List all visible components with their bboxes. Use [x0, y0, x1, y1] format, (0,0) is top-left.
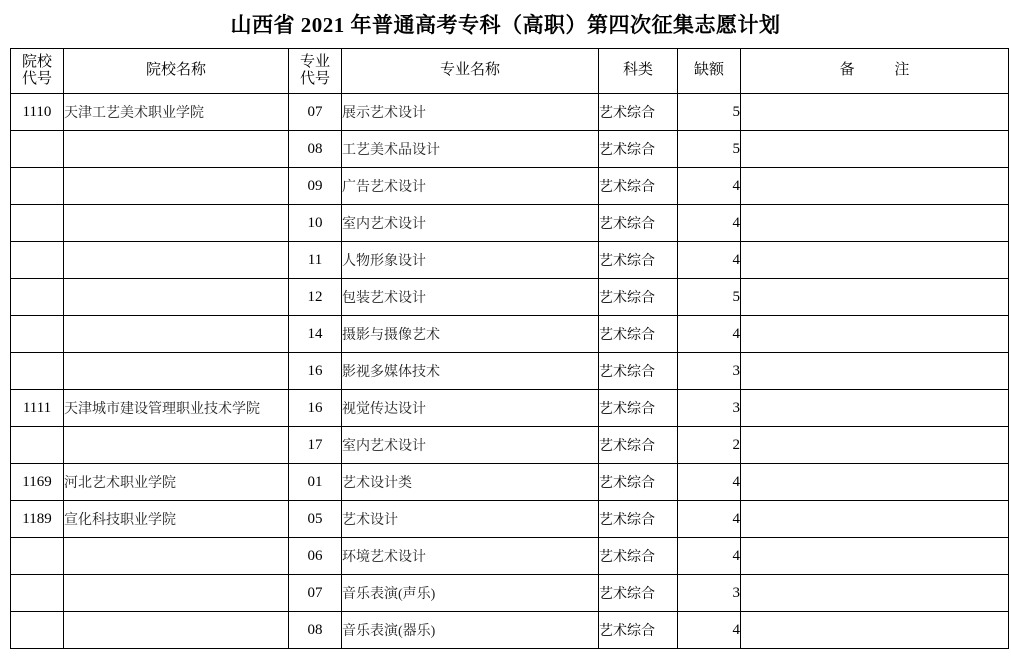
table-row — [11, 390, 1009, 427]
cell-school-code — [11, 205, 64, 242]
table-row — [11, 168, 1009, 205]
cell-remark — [741, 612, 1009, 649]
cell-quota: 2 — [678, 427, 741, 464]
cell-quota: 4 — [678, 612, 741, 649]
header-major-name: 专业名称 — [342, 49, 599, 94]
cell-major-name: 音乐表演(器乐) — [342, 612, 599, 649]
cell-major-code: 12 — [289, 279, 342, 316]
table-row — [11, 279, 1009, 316]
cell-quota: 5 — [678, 279, 741, 316]
cell-remark — [741, 464, 1009, 501]
cell-quota: 4 — [678, 464, 741, 501]
cell-school-code — [11, 575, 64, 612]
cell-major-code: 08 — [289, 612, 342, 649]
cell-quota: 4 — [678, 242, 741, 279]
table-row — [11, 94, 1009, 131]
cell-major-name: 人物形象设计 — [342, 242, 599, 279]
header-remark-text: 备 注 — [839, 62, 928, 79]
cell-school-name — [64, 612, 289, 649]
cell-subject-type: 艺术综合 — [599, 353, 678, 390]
header-school-code-line2: 代号 — [21, 71, 52, 87]
table-row — [11, 242, 1009, 279]
cell-quota: 4 — [678, 501, 741, 538]
cell-major-name: 艺术设计 — [342, 501, 599, 538]
table-row — [11, 538, 1009, 575]
admission-plan-table — [10, 48, 1009, 649]
cell-subject-type: 艺术综合 — [599, 612, 678, 649]
cell-school-name — [64, 538, 289, 575]
header-school-code-line1: 院校 — [21, 53, 52, 70]
cell-subject-type: 艺术综合 — [599, 501, 678, 538]
cell-quota: 3 — [678, 575, 741, 612]
cell-major-code: 01 — [289, 464, 342, 501]
header-school-name: 院校名称 — [64, 49, 289, 94]
cell-school-name — [64, 168, 289, 205]
cell-major-code: 16 — [289, 353, 342, 390]
header-major-code-line2: 代号 — [299, 71, 330, 87]
cell-school-code — [11, 168, 64, 205]
cell-remark — [741, 94, 1009, 131]
cell-school-name — [64, 205, 289, 242]
cell-school-code — [11, 538, 64, 575]
cell-subject-type: 艺术综合 — [599, 131, 678, 168]
table-header — [11, 49, 1009, 94]
cell-remark — [741, 501, 1009, 538]
cell-quota: 3 — [678, 390, 741, 427]
cell-major-code: 11 — [289, 242, 342, 279]
cell-school-name: 河北艺术职业学院 — [64, 464, 289, 501]
cell-remark — [741, 390, 1009, 427]
cell-quota: 5 — [678, 131, 741, 168]
cell-major-code: 05 — [289, 501, 342, 538]
cell-major-name: 室内艺术设计 — [342, 427, 599, 464]
cell-subject-type: 艺术综合 — [599, 390, 678, 427]
cell-major-code: 07 — [289, 94, 342, 131]
cell-school-name — [64, 353, 289, 390]
cell-major-name: 室内艺术设计 — [342, 205, 599, 242]
cell-school-name — [64, 316, 289, 353]
header-row — [11, 49, 1009, 94]
cell-subject-type: 艺术综合 — [599, 427, 678, 464]
cell-quota: 4 — [678, 316, 741, 353]
table-row — [11, 353, 1009, 390]
cell-major-name: 视觉传达设计 — [342, 390, 599, 427]
cell-school-code — [11, 131, 64, 168]
cell-subject-type: 艺术综合 — [599, 168, 678, 205]
cell-remark — [741, 538, 1009, 575]
cell-remark — [741, 168, 1009, 205]
page-title: 山西省 2021 年普通高考专科（高职）第四次征集志愿计划 — [230, 13, 781, 37]
cell-subject-type: 艺术综合 — [599, 242, 678, 279]
cell-school-name — [64, 131, 289, 168]
cell-major-name: 摄影与摄像艺术 — [342, 316, 599, 353]
cell-school-name: 天津城市建设管理职业技术学院 — [64, 390, 289, 427]
cell-quota: 3 — [678, 353, 741, 390]
cell-quota: 4 — [678, 538, 741, 575]
cell-subject-type: 艺术综合 — [599, 279, 678, 316]
cell-major-code: 10 — [289, 205, 342, 242]
cell-major-name: 工艺美术品设计 — [342, 131, 599, 168]
cell-remark — [741, 205, 1009, 242]
cell-school-name — [64, 575, 289, 612]
cell-remark — [741, 427, 1009, 464]
header-subject-type: 科类 — [599, 49, 678, 94]
cell-major-code: 07 — [289, 575, 342, 612]
cell-major-code: 06 — [289, 538, 342, 575]
table-body — [11, 94, 1009, 649]
cell-subject-type: 艺术综合 — [599, 464, 678, 501]
cell-remark — [741, 131, 1009, 168]
cell-school-name — [64, 242, 289, 279]
cell-major-code: 16 — [289, 390, 342, 427]
cell-school-code: 1111 — [11, 390, 64, 427]
cell-major-name: 展示艺术设计 — [342, 94, 599, 131]
cell-major-code: 14 — [289, 316, 342, 353]
cell-major-code: 09 — [289, 168, 342, 205]
cell-remark — [741, 353, 1009, 390]
cell-school-code — [11, 242, 64, 279]
cell-remark — [741, 316, 1009, 353]
plan-table-container — [0, 48, 1011, 649]
cell-subject-type: 艺术综合 — [599, 205, 678, 242]
header-major-code-line1: 专业 — [299, 53, 330, 70]
table-row — [11, 612, 1009, 649]
cell-major-code: 17 — [289, 427, 342, 464]
cell-school-code — [11, 427, 64, 464]
table-row — [11, 205, 1009, 242]
cell-quota: 4 — [678, 168, 741, 205]
cell-school-code: 1169 — [11, 464, 64, 501]
cell-subject-type: 艺术综合 — [599, 316, 678, 353]
cell-quota: 4 — [678, 205, 741, 242]
table-row — [11, 427, 1009, 464]
cell-major-name: 包装艺术设计 — [342, 279, 599, 316]
cell-school-code — [11, 612, 64, 649]
cell-school-name: 天津工艺美术职业学院 — [64, 94, 289, 131]
table-row — [11, 464, 1009, 501]
cell-quota: 5 — [678, 94, 741, 131]
cell-school-name — [64, 427, 289, 464]
cell-major-name: 艺术设计类 — [342, 464, 599, 501]
table-row — [11, 131, 1009, 168]
cell-school-name: 宣化科技职业学院 — [64, 501, 289, 538]
cell-remark — [741, 575, 1009, 612]
cell-major-code: 08 — [289, 131, 342, 168]
cell-school-code — [11, 353, 64, 390]
table-row — [11, 501, 1009, 538]
cell-school-code — [11, 316, 64, 353]
header-school-code — [11, 49, 64, 94]
cell-school-code — [11, 279, 64, 316]
cell-subject-type: 艺术综合 — [599, 538, 678, 575]
cell-subject-type: 艺术综合 — [599, 575, 678, 612]
cell-major-name: 环境艺术设计 — [342, 538, 599, 575]
cell-major-name: 音乐表演(声乐) — [342, 575, 599, 612]
cell-school-code: 1189 — [11, 501, 64, 538]
header-quota: 缺额 — [678, 49, 741, 94]
cell-subject-type: 艺术综合 — [599, 94, 678, 131]
cell-school-name — [64, 279, 289, 316]
header-remark — [741, 49, 1009, 94]
header-major-code — [289, 49, 342, 94]
table-row — [11, 316, 1009, 353]
table-row — [11, 575, 1009, 612]
cell-school-code: 1110 — [11, 94, 64, 131]
cell-remark — [741, 242, 1009, 279]
cell-major-name: 广告艺术设计 — [342, 168, 599, 205]
cell-remark — [741, 279, 1009, 316]
cell-major-name: 影视多媒体技术 — [342, 353, 599, 390]
